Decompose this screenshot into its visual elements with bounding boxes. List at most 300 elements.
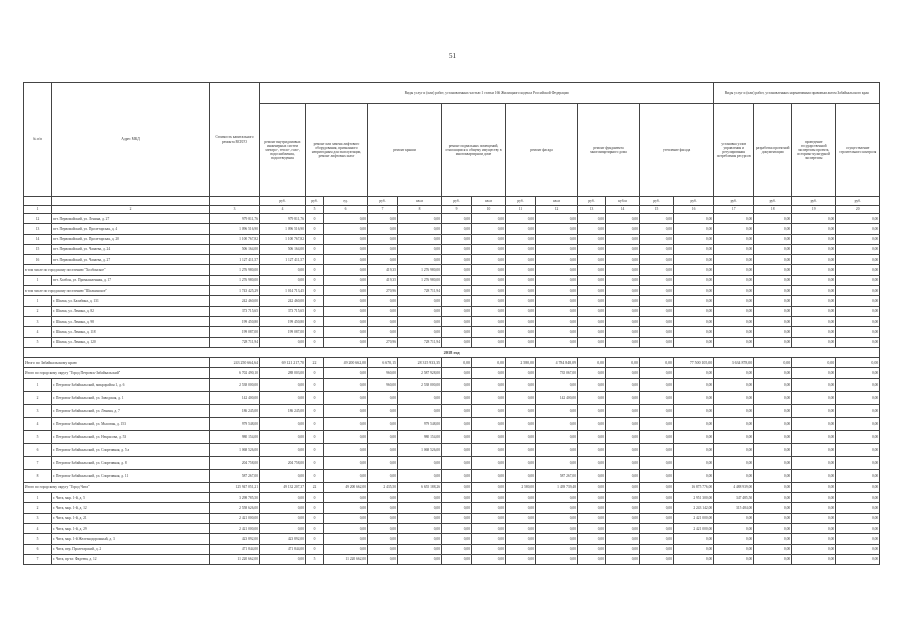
row-number: 2 <box>24 503 52 513</box>
table-cell: 2 421 000,00 <box>674 523 714 533</box>
table-cell: 243 250 664,64 <box>210 358 260 368</box>
table-cell: 0 <box>306 503 324 513</box>
table-cell: 0,00 <box>536 214 578 224</box>
table-cell: 0,00 <box>578 368 606 378</box>
year-row <box>24 347 880 357</box>
table-cell: 0,00 <box>578 469 606 482</box>
table-cell: 0,00 <box>754 244 792 254</box>
table-cell: 0,00 <box>368 296 398 306</box>
table-cell: 0,00 <box>324 214 368 224</box>
table-cell: 0 <box>306 391 324 404</box>
subtotal-row <box>24 286 880 296</box>
table-cell: 0,00 <box>324 255 368 265</box>
table-cell: 0,00 <box>792 417 836 430</box>
table-cell: 0,00 <box>714 214 754 224</box>
table-cell: 0,00 <box>578 391 606 404</box>
row-address: г. Шилка, ул. Ленина, д. 82 <box>52 306 210 316</box>
table-cell: 980 154,00 <box>398 430 442 443</box>
table-cell: 0,00 <box>578 554 606 564</box>
table-cell: 0,00 <box>472 554 506 564</box>
table-cell: 0,00 <box>836 275 880 285</box>
table-cell: 0,00 <box>674 275 714 285</box>
table-cell: 0,00 <box>714 368 754 378</box>
table-cell: 0,00 <box>324 296 368 306</box>
table-cell: 0,00 <box>442 327 472 337</box>
table-cell: 0 <box>306 378 324 391</box>
table-cell: 0,00 <box>714 255 754 265</box>
table-row <box>24 244 880 254</box>
table-cell: 0,00 <box>506 391 536 404</box>
table-cell: 4 784 848,09 <box>536 358 578 368</box>
table-cell: 0,00 <box>578 544 606 554</box>
table-cell: 3 298 785,50 <box>210 493 260 503</box>
table-cell: 0,00 <box>606 306 640 316</box>
table-cell: 0,00 <box>714 417 754 430</box>
table-cell: 0,00 <box>368 544 398 554</box>
table-row <box>24 296 880 306</box>
row-address: пгт. Первомайский, ул. Пролетарская, д. 4 <box>52 224 210 234</box>
table-cell: 0,00 <box>368 255 398 265</box>
table-cell: 1 439 739,48 <box>536 482 578 492</box>
header-tech-control: осуществление строительного контроля <box>836 104 880 197</box>
table-cell: 0,00 <box>606 482 640 492</box>
table-cell: 0,00 <box>506 286 536 296</box>
table-cell: 0,00 <box>640 443 674 456</box>
table-cell: 0,00 <box>714 404 754 417</box>
table-cell: 0 <box>306 214 324 224</box>
table-cell: 0,00 <box>640 534 674 544</box>
table-cell: 0,00 <box>472 523 506 533</box>
table-cell: 0,00 <box>754 469 792 482</box>
table-cell: 0,00 <box>606 316 640 326</box>
table-cell: 2 587 928,00 <box>398 368 442 378</box>
table-cell: 0,00 <box>260 554 306 564</box>
table-cell: 960,00 <box>368 378 398 391</box>
table-cell: 0,00 <box>398 534 442 544</box>
table-cell: 0,00 <box>506 306 536 316</box>
table-cell: 0,00 <box>324 327 368 337</box>
table-cell: 0,00 <box>578 327 606 337</box>
table-cell: 0,00 <box>674 391 714 404</box>
row-address: г. Чита, мкр. 1-й, д. 29 <box>52 523 210 533</box>
table-cell: 0,00 <box>368 430 398 443</box>
table-cell: 0,00 <box>754 443 792 456</box>
row-label: Итого по городскому округу "Город Чита" <box>24 482 210 492</box>
header-unit: руб. <box>836 197 880 206</box>
table-cell: 0,00 <box>714 456 754 469</box>
table-row <box>24 391 880 404</box>
table-cell: 0 <box>306 417 324 430</box>
table-cell: 0,00 <box>536 244 578 254</box>
row-number: 4 <box>24 417 52 430</box>
table-cell: 0 <box>306 296 324 306</box>
row-number: 15 <box>24 244 52 254</box>
table-cell: 0,00 <box>578 316 606 326</box>
table-cell: 0,00 <box>506 244 536 254</box>
subtotal-row <box>24 368 880 378</box>
row-address: пгт. Первомайский, ул. Чапаева, д. 27 <box>52 255 210 265</box>
table-cell: 0,00 <box>324 244 368 254</box>
table-cell: 0,00 <box>398 544 442 554</box>
subtotal-row <box>24 265 880 275</box>
table-cell: 0,00 <box>536 503 578 513</box>
table-cell: 0,00 <box>506 214 536 224</box>
table-cell: 0,00 <box>506 404 536 417</box>
table-cell: 0 <box>306 523 324 533</box>
header-unit-blank <box>210 197 260 206</box>
table-row <box>24 275 880 285</box>
table-cell: 0,00 <box>578 534 606 544</box>
table-cell: 0,00 <box>674 417 714 430</box>
table-cell: 0,00 <box>506 255 536 265</box>
table-cell: 0 <box>306 327 324 337</box>
table-cell: 0,00 <box>536 265 578 275</box>
table-cell: 2 951 300,00 <box>674 493 714 503</box>
table-cell: 0,00 <box>472 404 506 417</box>
table-cell: 0,00 <box>792 378 836 391</box>
table-cell: 0,00 <box>640 296 674 306</box>
table-cell: 0 <box>306 456 324 469</box>
table-cell: 0 <box>306 513 324 523</box>
table-cell: 0,00 <box>368 534 398 544</box>
table-cell: 0,00 <box>472 544 506 554</box>
header-column-index: 5 <box>306 206 324 214</box>
table-cell: 0,00 <box>754 337 792 347</box>
table-row <box>24 404 880 417</box>
table-cell: 0,00 <box>442 482 472 492</box>
row-address: г. Чита, мкр. 1-й Железнодорожный, д. 3 <box>52 534 210 544</box>
table-cell: 0,00 <box>640 456 674 469</box>
table-cell: 0,00 <box>606 417 640 430</box>
table-cell: 22 <box>306 358 324 368</box>
table-cell: 0,00 <box>606 523 640 533</box>
table-cell: 1 276 980,00 <box>398 265 442 275</box>
table-cell: 1 014 713,45 <box>260 286 306 296</box>
table-cell: 125 947 051,21 <box>210 482 260 492</box>
table-cell: 0,00 <box>442 378 472 391</box>
header-elevator: ремонт или замена лифтового оборудования, признанного непригодным для эксплуатации, ремонт лифтовых шахт <box>306 104 368 197</box>
table-cell: 0,00 <box>324 417 368 430</box>
table-cell: 1 068 526,00 <box>210 443 260 456</box>
table-cell: 0,00 <box>836 244 880 254</box>
table-cell: 0,00 <box>442 358 472 368</box>
table-cell: 0,00 <box>836 544 880 554</box>
table-cell: 0,00 <box>714 234 754 244</box>
table-cell: 0,00 <box>536 493 578 503</box>
row-number: 16 <box>24 255 52 265</box>
table-cell: 728 711,94 <box>398 286 442 296</box>
header-column-index: 3 <box>210 206 260 214</box>
table-cell: 0,00 <box>754 316 792 326</box>
row-number: 2 <box>24 391 52 404</box>
table-cell: 0,00 <box>578 275 606 285</box>
row-number: 1 <box>24 493 52 503</box>
table-cell: 0,00 <box>606 430 640 443</box>
header-metering: установка узлов управления и регулирования потребления ресурсов <box>714 104 754 197</box>
header-unit: кв.м <box>472 197 506 206</box>
table-cell: 0,00 <box>442 417 472 430</box>
table-cell: 0,00 <box>506 430 536 443</box>
table-row <box>24 469 880 482</box>
table-cell: 0,00 <box>324 378 368 391</box>
table-cell: 506 164,00 <box>260 244 306 254</box>
table-cell: 0,00 <box>398 554 442 564</box>
table-cell: 0,00 <box>606 327 640 337</box>
table-cell: 419,35 <box>368 265 398 275</box>
table-cell: 0,00 <box>792 368 836 378</box>
table-cell: 270,96 <box>368 337 398 347</box>
table-cell: 0,00 <box>836 224 880 234</box>
table-cell: 2 421 000,00 <box>674 513 714 523</box>
table-cell: 0,00 <box>792 265 836 275</box>
table-cell: 0,00 <box>260 503 306 513</box>
table-cell: 0 <box>306 316 324 326</box>
table-cell: 0,00 <box>606 554 640 564</box>
table-cell: 0,00 <box>674 214 714 224</box>
table-cell: 0,00 <box>792 456 836 469</box>
table-cell: 0,00 <box>398 404 442 417</box>
table-cell: 0 <box>306 286 324 296</box>
header-column-index: 7 <box>368 206 398 214</box>
table-cell: 0,00 <box>640 337 674 347</box>
table-cell: 0,00 <box>442 368 472 378</box>
table-cell: 0,00 <box>754 503 792 513</box>
table-cell: 0,00 <box>836 430 880 443</box>
table-cell: 204 758,00 <box>260 456 306 469</box>
table-cell: 186 245,00 <box>260 404 306 417</box>
table-cell: 0,00 <box>836 286 880 296</box>
table-cell: 0,00 <box>472 503 506 513</box>
table-cell: 0,00 <box>640 224 674 234</box>
table-cell: 0,00 <box>792 493 836 503</box>
table-cell: 0,00 <box>472 244 506 254</box>
table-cell: 242 460,00 <box>260 296 306 306</box>
table-cell: 0,00 <box>674 286 714 296</box>
table-cell: 979 811,76 <box>210 214 260 224</box>
table-cell: 0,00 <box>640 554 674 564</box>
table-cell: 0,00 <box>606 337 640 347</box>
table-cell: 0,00 <box>674 224 714 234</box>
table-cell: 0,00 <box>506 234 536 244</box>
table-cell: 0,00 <box>674 544 714 554</box>
table-cell: 0,00 <box>368 391 398 404</box>
table-cell: 0,00 <box>472 306 506 316</box>
table-cell: 0,00 <box>714 513 754 523</box>
header-insulation: утепление фасада <box>640 104 714 197</box>
row-address: пгт. Холбон, ул. Промышленная, д. 17 <box>52 275 210 285</box>
table-cell: 1 127 411,57 <box>210 255 260 265</box>
table-cell: 0,00 <box>836 417 880 430</box>
table-cell: 0,00 <box>578 214 606 224</box>
table-cell: 0,00 <box>442 430 472 443</box>
table-cell: 0,00 <box>324 234 368 244</box>
table-cell: 0,00 <box>536 443 578 456</box>
table-cell: 0,00 <box>260 265 306 275</box>
table-cell: 0,00 <box>754 306 792 316</box>
page-number: 51 <box>449 52 456 60</box>
table-row <box>24 255 880 265</box>
table-cell: 587 267,00 <box>536 469 578 482</box>
table-cell: 0,00 <box>398 469 442 482</box>
table-cell: 0,00 <box>714 337 754 347</box>
table-cell: 0,00 <box>714 443 754 456</box>
table-cell: 0,00 <box>442 443 472 456</box>
table-cell: 0,00 <box>606 275 640 285</box>
table-cell: 0,00 <box>754 224 792 234</box>
table-cell: 0,00 <box>606 378 640 391</box>
table-cell: 0,00 <box>442 296 472 306</box>
table-cell: 0,00 <box>260 391 306 404</box>
table-cell: 0,00 <box>792 430 836 443</box>
table-cell: 0 <box>306 430 324 443</box>
table-cell: 0,00 <box>792 544 836 554</box>
header-unit: руб. <box>306 197 324 206</box>
row-label: в том числе по городскому поселению "Шилкинское" <box>24 286 210 296</box>
table-cell: 0,00 <box>368 469 398 482</box>
table-cell: 0,00 <box>792 513 836 523</box>
table-cell: 0,00 <box>836 493 880 503</box>
row-number: 14 <box>24 234 52 244</box>
table-cell: 0,00 <box>368 503 398 513</box>
table-cell: 186 245,00 <box>210 404 260 417</box>
table-cell: 0,00 <box>836 337 880 347</box>
table-cell: 0,00 <box>324 503 368 513</box>
table-cell: 0,00 <box>792 214 836 224</box>
table-cell: 0,00 <box>260 430 306 443</box>
table-cell: 0,00 <box>836 368 880 378</box>
table-cell: 0,00 <box>792 503 836 513</box>
table-cell: 0,00 <box>260 513 306 523</box>
row-address: г. Чита, мкр. 1-й, д. 21 <box>52 513 210 523</box>
table-cell: 242 460,00 <box>210 296 260 306</box>
table-cell: 0,00 <box>442 214 472 224</box>
table-cell: 373 715,65 <box>260 306 306 316</box>
table-cell: 0 <box>306 443 324 456</box>
table-cell: 0,00 <box>640 493 674 503</box>
header-unit: руб. <box>260 197 306 206</box>
row-address: г. Чита, пр-кт. Фадеева, д. 12 <box>52 554 210 564</box>
table-cell: 0 <box>306 306 324 316</box>
table-cell: 2 421 000,00 <box>210 513 260 523</box>
table-cell: 0,00 <box>472 368 506 378</box>
table-cell: 0,00 <box>836 306 880 316</box>
table-cell: 0,00 <box>578 378 606 391</box>
table-cell: 0,00 <box>442 275 472 285</box>
table-cell: 0,00 <box>578 358 606 368</box>
table-cell: 0,00 <box>506 534 536 544</box>
header-column-index: 13 <box>578 206 606 214</box>
table-cell: 0,00 <box>836 554 880 564</box>
table-cell: 0,00 <box>714 275 754 285</box>
row-address: г. Чита, мкр. 1-й, д. 5 <box>52 493 210 503</box>
table-cell: 0,00 <box>260 443 306 456</box>
table-cell: 0,00 <box>472 482 506 492</box>
table-cell: 0,00 <box>536 378 578 391</box>
header-unit: руб. <box>368 197 398 206</box>
table-cell: 204 758,00 <box>210 456 260 469</box>
table-cell: 0,00 <box>536 513 578 523</box>
table-cell: 0,00 <box>640 430 674 443</box>
table-cell: 0,00 <box>472 275 506 285</box>
table-body <box>24 214 880 565</box>
table-cell: 0,00 <box>536 544 578 554</box>
row-number: 3 <box>24 513 52 523</box>
table-cell: 0,00 <box>324 337 368 347</box>
row-address: г. Шилка, ул. Балябина, д. 131 <box>52 296 210 306</box>
header-unit: куб.м <box>606 197 640 206</box>
table-cell: 0,00 <box>606 244 640 254</box>
row-number: 5 <box>24 337 52 347</box>
table-row <box>24 443 880 456</box>
table-cell: 0,00 <box>640 482 674 492</box>
table-cell: 1 743 425,29 <box>210 286 260 296</box>
table-cell: 979 811,76 <box>260 214 306 224</box>
table-cell: 0,00 <box>792 404 836 417</box>
table-cell: 0,00 <box>472 378 506 391</box>
table-cell: 0,00 <box>506 544 536 554</box>
table-cell: 0 <box>306 469 324 482</box>
table-cell: 0,00 <box>578 306 606 316</box>
table-cell: 0,00 <box>640 469 674 482</box>
table-cell: 0,00 <box>754 534 792 544</box>
table-cell: 0,00 <box>640 316 674 326</box>
table-cell: 0,00 <box>674 368 714 378</box>
table-cell: 0,00 <box>792 306 836 316</box>
table-cell: 0,00 <box>260 417 306 430</box>
table-cell: 0 <box>306 234 324 244</box>
table-cell: 0,00 <box>640 255 674 265</box>
table-cell: 735 067,00 <box>536 368 578 378</box>
table-cell: 0,00 <box>536 534 578 544</box>
table-cell: 0,00 <box>836 513 880 523</box>
table-cell: 0 <box>306 544 324 554</box>
table-cell: 0,00 <box>606 255 640 265</box>
table-cell: 960,00 <box>368 368 398 378</box>
table-cell: 0,00 <box>754 265 792 275</box>
row-number: 4 <box>24 523 52 533</box>
table-cell: 0,00 <box>714 534 754 544</box>
table-cell: 16 875 776,00 <box>674 482 714 492</box>
table-cell: 0,00 <box>578 286 606 296</box>
row-address: пгт. Первомайский, ул. Чапаева, д. 24 <box>52 244 210 254</box>
table-cell: 0,00 <box>792 316 836 326</box>
table-cell: 0,00 <box>640 368 674 378</box>
table-cell: 506 164,00 <box>210 244 260 254</box>
table-cell: 419,35 <box>368 275 398 285</box>
table-cell: 0,00 <box>398 255 442 265</box>
table-cell: 0,00 <box>754 296 792 306</box>
table-cell: 0 <box>306 244 324 254</box>
table-cell: 0,00 <box>260 378 306 391</box>
header-basement: ремонт подвальных помещений, относящихся к общему имуществу в многоквартирном доме <box>442 104 506 197</box>
table-cell: 0,00 <box>836 443 880 456</box>
header-column-index: 9 <box>442 206 472 214</box>
table-cell: 0,00 <box>368 554 398 564</box>
table-cell: 0,00 <box>836 469 880 482</box>
table-cell: 0,00 <box>368 417 398 430</box>
table-cell: 0,00 <box>368 443 398 456</box>
table-cell: 0,00 <box>506 417 536 430</box>
table-cell: 0,00 <box>714 554 754 564</box>
table-cell: 0,00 <box>754 255 792 265</box>
table-cell: 0,00 <box>578 443 606 456</box>
table-cell: 0,00 <box>472 337 506 347</box>
table-cell: 0,00 <box>578 430 606 443</box>
table-cell: 0,00 <box>714 286 754 296</box>
table-cell: 0,00 <box>368 224 398 234</box>
table-cell: 0,00 <box>674 469 714 482</box>
table-cell: 347 485,50 <box>714 493 754 503</box>
